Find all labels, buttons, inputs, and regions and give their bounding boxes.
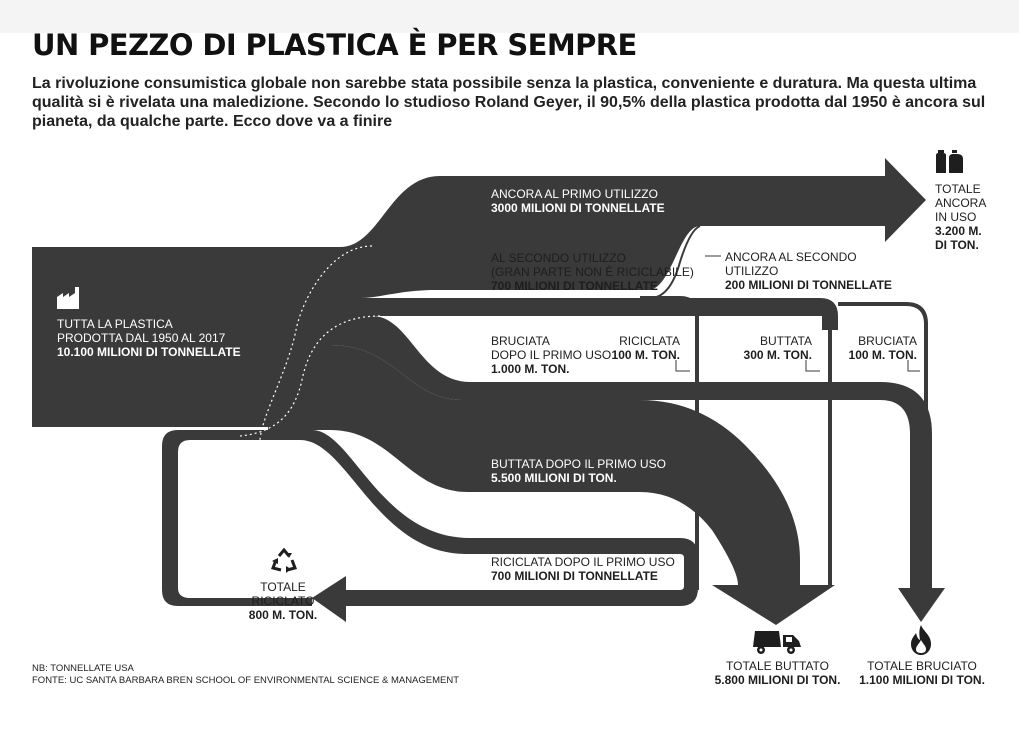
label-discarded-first-value: 5.500 MILIONI DI TON. [491,471,617,485]
label-burned-first-value: 1.000 M. TON. [491,362,570,376]
bottles-icon [935,150,965,174]
label-recycled-second-line1: RICICLATA [619,334,680,348]
footer-note: NB: TONNELLATE USA [32,663,134,674]
garbage-truck-icon [751,629,803,655]
total-recycled-value: 800 M. TON. [248,608,318,622]
source-label-value: 10.100 MILIONI DI TONNELLATE [57,345,241,359]
total-in-use-line3: IN USO [935,210,977,224]
label-discarded-second [730,334,812,362]
label-burned-second-value: 100 M. TON. [848,348,917,362]
label-burned-first [491,334,611,376]
source-label-line2: PRODOTTA DAL 1950 AL 2017 [57,331,226,345]
total-burned [853,659,991,687]
source-label-line1: TUTTA LA PLASTICA [57,317,173,331]
label-recycled-second [600,334,680,362]
total-recycled-line1: TOTALE [260,580,306,594]
label-still-second-value: 200 MILIONI DI TONNELLATE [725,278,892,292]
label-first-use-value: 3000 MILIONI DI TONNELLATE [491,201,665,215]
label-burned-first-line1: BRUCIATA [491,334,550,348]
label-second-use-line1: AL SECONDO UTILIZZO [491,251,626,265]
total-discarded-value: 5.800 MILIONI DI TON. [714,673,841,687]
label-still-second-line2: UTILIZZO [725,264,779,278]
total-in-use-value2: DI TON. [935,238,979,252]
total-in-use-line1: TOTALE [935,182,981,196]
footer-source: FONTE: UC SANTA BARBARA BREN SCHOOL OF ENVIRONMENTAL SCIENCE & MANAGEMENT [32,675,460,686]
label-discarded-second-line1: BUTTATA [760,334,812,348]
label-recycled-first-line1: RICICLATA DOPO IL PRIMO USO [491,555,675,569]
source-label [57,317,241,359]
label-discarded-first-line1: BUTTATA DOPO IL PRIMO USO [491,457,666,471]
label-discarded-first [491,457,666,485]
label-burned-second [835,334,917,362]
total-discarded-line1: TOTALE BUTTATO [726,659,829,673]
label-burned-first-line2: DOPO IL PRIMO USO [491,348,612,362]
label-recycled-second-value: 100 M. TON. [611,348,680,362]
label-second-use-line2: (GRAN PARTE NON È RICICLABILE) [491,265,694,279]
arrow-total-burned [898,588,945,622]
total-discarded [700,659,855,687]
page-title: UN PEZZO DI PLASTICA È PER SEMPRE [32,28,637,62]
label-recycled-first-value: 700 MILIONI DI TONNELLATE [491,569,658,583]
label-burned-second-line1: BRUCIATA [858,334,917,348]
total-in-use-value1: 3.200 M. [935,224,982,238]
page-subtitle: La rivoluzione consumistica globale non sarebbe stata possibile senza la plastica, conveniente e duratura. Ma questa ultima qualità si è rivelata una maledizione. Secondo lo studioso Roland Geyer, il 90,5% della plastica prodotta dal 1950 è ancora sul pianeta, da qualche parte. Ecco dove va a finire [32,75,986,130]
factory-icon [57,287,81,309]
label-first-use [491,187,665,215]
total-in-use [935,182,986,252]
total-burned-line1: TOTALE BRUCIATO [867,659,977,673]
total-recycled [228,580,338,622]
total-recycled-line2: RICICLATO [251,594,315,608]
label-second-use-value: 700 MILIONI DI TONNELLATE [491,279,658,293]
label-discarded-second-value: 300 M. TON. [743,348,812,362]
label-still-second [725,250,892,292]
recycle-icon [270,548,298,574]
flame-icon [909,625,933,655]
label-first-use-line1: ANCORA AL PRIMO UTILIZZO [491,187,658,201]
label-still-second-line1: ANCORA AL SECONDO [725,250,857,264]
label-recycled-first [491,555,675,583]
total-in-use-line2: ANCORA [935,196,987,210]
total-burned-value: 1.100 MILIONI DI TON. [859,673,985,687]
label-second-use [491,251,694,293]
